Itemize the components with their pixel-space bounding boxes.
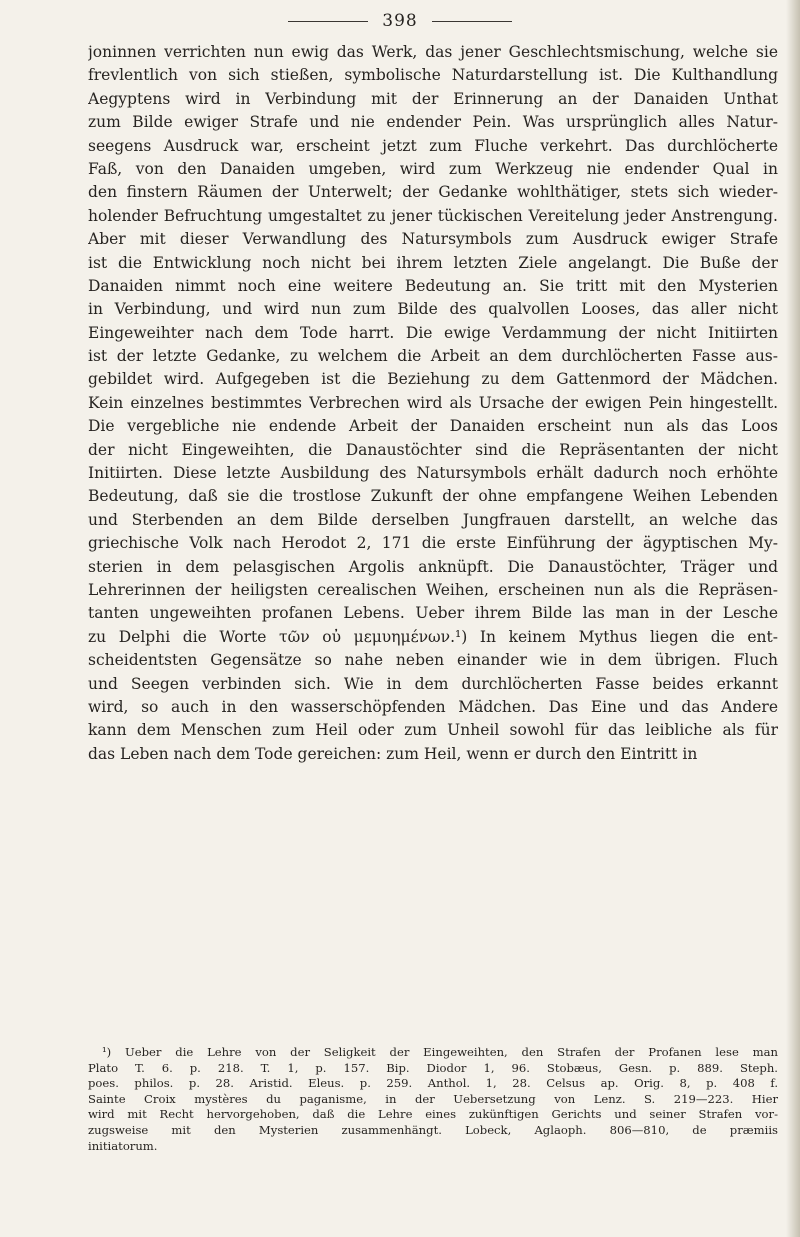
body-line: Initiirten. Diese letzte Ausbildung des Natursymbols erhält dadurch noch erhöhte [88,464,778,483]
body-line: joninnen verrichten nun ewig das Werk, das jener Geschlechtsmischung, welche sie [88,43,778,61]
header-rule-right [432,21,512,22]
body-line: tanten ungeweihten profanen Lebens. Ueber ihrem Bilde las man in der Lesche [88,604,778,623]
body-line: ist der letzte Gedanke, zu welchem die Arbeit an dem durchlöcherten Fasse aus- [88,347,778,366]
body-line: Aegyptens wird in Verbindung mit der Erinnerung an der Danaiden Unthat [88,89,778,108]
body-line: Danaiden nimmt noch eine weitere Bedeutung an. Sie tritt mit den Mysterien [88,276,778,295]
body-line: Eingeweihter nach dem Tode harrt. Die ewige Verdammung der nicht Initiirten [88,323,778,342]
body-line: kann dem Menschen zum Heil oder zum Unheil sowohl für das leibliche als für [88,721,778,740]
body-line: Kein einzelnes bestimmtes Verbrechen wird als Ursache der ewigen Pein hingestellt. [88,393,778,412]
body-line: der nicht Eingeweihten, die Danaustöchter sind die Repräsentanten der nicht [88,440,778,459]
body-line: Bedeutung, daß sie die trostlose Zukunft der ohne empfangene Weihen Lebenden [88,487,778,506]
footnote-line: Plato T. 6. p. 218. T. 1, p. 157. Bip. Diodor 1, 96. Stobæus, Gesn. p. 889. Steph. [88,1060,778,1075]
body-line: holender Befruchtung umgestaltet zu jener tückischen Vereitelung jeder Anstrengung. [88,206,778,225]
body-line: in Verbindung, und wird nun zum Bilde des qualvollen Looses, das aller nicht [88,300,778,319]
body-text [88,41,778,1041]
page-number: 398 [382,11,418,31]
body-line: das Leben nach dem Tode gereichen: zum Heil, wenn er durch den Eintritt in [88,744,698,763]
body-line: scheidentsten Gegensätze so nahe neben einander wie in dem übrigen. Fluch [88,651,778,670]
header-rule-left [288,21,368,22]
body-line: zum Bilde ewiger Strafe und nie endender Pein. Was ursprünglich alles Natur- [88,113,778,132]
body-line: wird, so auch in den wasserschöpfenden Mädchen. Das Eine und das Andere [88,697,778,716]
footnote-line: wird mit Recht hervorgehoben, daß die Lehre eines zukünftigen Gerichts und seiner Strafen vor- [88,1107,778,1122]
body-line: frevlentlich von sich stießen, symbolische Naturdarstellung ist. Die Kulthandlung [88,66,778,85]
body-line: den finstern Räumen der Unterwelt; der Gedanke wohlthätiger, stets sich wieder- [88,183,778,202]
footnote-line: zugsweise mit den Mysterien zusammenhängt. Lobeck, Aglaoph. 806—810, de præmiis [88,1122,778,1137]
body-line: gebildet wird. Aufgegeben ist die Beziehung zu dem Gattenmord der Mädchen. [88,370,778,389]
body-line: ist die Entwicklung noch nicht bei ihrem letzten Ziele angelangt. Die Buße der [88,253,778,272]
footnote-line: ¹) Ueber die Lehre von der Seligkeit der Eingeweihten, den Strafen der Profanen lese man [102,1045,778,1059]
body-line: sterien in dem pelasgischen Argolis anknüpft. Die Danaustöchter, Träger und [88,557,778,576]
body-line: zu Delphi die Worte τῶν οὐ μεμυημένων.¹) In keinem Mythus liegen die ent- [88,627,778,646]
footnotes [88,1045,778,1230]
page-header [0,8,800,34]
body-line: Faß, von den Danaiden umgeben, wird zum Werkzeug nie endender Qual in [88,159,778,178]
footnote-line: Sainte Croix mystères du paganisme, in der Uebersetzung von Lenz. S. 219—223. Hier [88,1091,778,1106]
body-line: griechische Volk nach Herodot 2, 171 die erste Einführung der ägyptischen My- [88,534,778,553]
body-line: seegens Ausdruck war, erscheint jetzt zum Fluche verkehrt. Das durchlöcherte [88,136,778,155]
body-line: Aber mit dieser Verwandlung des Natursymbols zum Ausdruck ewiger Strafe [88,230,778,249]
footnote-line: poes. philos. p. 28. Aristid. Eleus. p. 259. Anthol. 1, 28. Celsus ap. Orig. 8, p. 408 f. [88,1076,778,1091]
footnote-line: initiatorum. [88,1138,158,1153]
page-edge-shadow [786,0,800,1237]
body-line: und Seegen verbinden sich. Wie in dem durchlöcherten Fasse beides erkannt [88,674,778,693]
body-line: Lehrerinnen der heiligsten cerealischen Weihen, erscheinen nun als die Repräsen- [88,580,778,599]
body-line: und Sterbenden an dem Bilde derselben Jungfrauen darstellt, an welche das [88,510,778,529]
body-line: Die vergebliche nie endende Arbeit der Danaiden erscheint nun als das Loos [88,417,778,436]
